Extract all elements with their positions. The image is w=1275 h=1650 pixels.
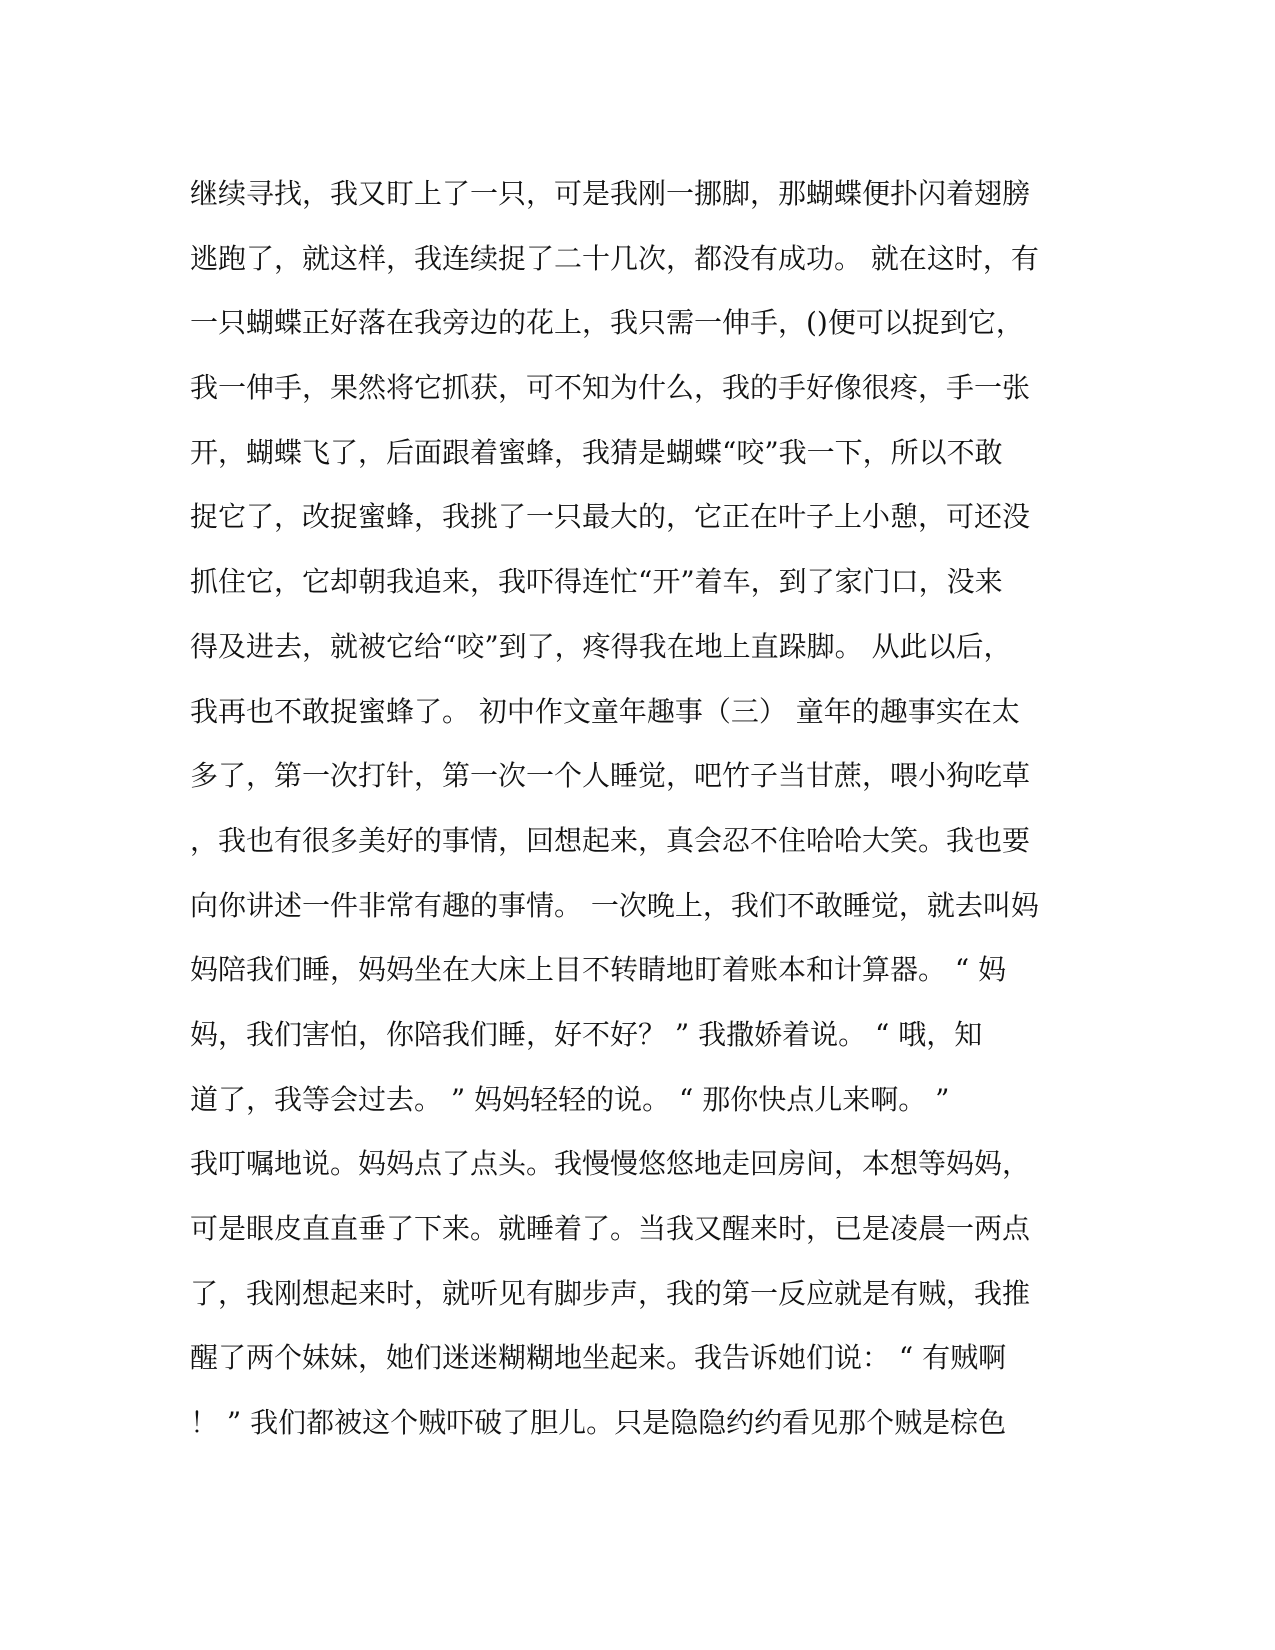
text-line: 向你讲述一件非常有趣的事情。 一次晚上，我们不敢睡觉，就去叫妈 <box>190 888 1039 922</box>
text-line: 逃跑了，就这样，我连续捉了二十几次，都没有成功。 就在这时，有 <box>190 241 1039 275</box>
text-line: 抓住它，它却朝我追来，我吓得连忙“开”着车，到了家门口，没来 <box>190 565 1003 599</box>
text-line: 道了，我等会过去。 ” 妈妈轻轻的说。 “ 那你快点儿来啊。 ” <box>190 1082 950 1116</box>
text-line: 可是眼皮直直垂了下来。就睡着了。当我又醒来时，已是凌晨一两点 <box>190 1212 1031 1245</box>
text-line: 我一伸手，果然将它抓获，可不知为什么，我的手好像很疼，手一张 <box>190 371 1031 405</box>
text-line: 了，我刚想起来时，就听见有脚步声，我的第一反应就是有贼，我推 <box>190 1276 1031 1310</box>
text-line: 妈陪我们睡，妈妈坐在大床上目不转睛地盯着账本和计算器。 “ 妈 <box>190 953 1007 987</box>
text-line: 我再也不敢捉蜜蜂了。 初中作文童年趣事（三） 童年的趣事实在太 <box>190 694 1020 728</box>
text-line: 捉它了，改捉蜜蜂，我挑了一只最大的，它正在叶子上小憩，可还没 <box>190 500 1031 534</box>
text-line: 继续寻找，我又盯上了一只，可是我刚一挪脚，那蝴蝶便扑闪着翅膀 <box>190 177 1031 210</box>
essay-body <box>190 162 1090 1456</box>
text-line: 得及进去，就被它给“咬”到了，疼得我在地上直跺脚。 从此以后， <box>190 629 1012 663</box>
text-line: 醒了两个妹妹，她们迷迷糊糊地坐起来。我告诉她们说： “ 有贼啊 <box>190 1341 1007 1375</box>
text-line: 多了，第一次打针，第一次一个人睡觉，吧竹子当甘蔗，喂小狗吃草 <box>190 759 1031 793</box>
text-line: ！ ” 我们都被这个贼吓破了胆儿。只是隐隐约约看见那个贼是棕色 <box>190 1406 1007 1440</box>
text-line: ，我也有很多美好的事情，回想起来，真会忍不住哈哈大笑。我也要 <box>190 823 1031 857</box>
text-line: 我叮嘱地说。妈妈点了点头。我慢慢悠悠地走回房间，本想等妈妈， <box>190 1147 1031 1181</box>
text-line: 一只蝴蝶正好落在我旁边的花上，我只需一伸手，()便可以捉到它， <box>190 306 1024 340</box>
text-line: 开，蝴蝶飞了，后面跟着蜜蜂，我猜是蝴蝶“咬”我一下，所以不敢 <box>190 435 1003 469</box>
text-line: 妈，我们害怕，你陪我们睡，好不好？ ” 我撒娇着说。 “ 哦，知 <box>190 1017 983 1051</box>
